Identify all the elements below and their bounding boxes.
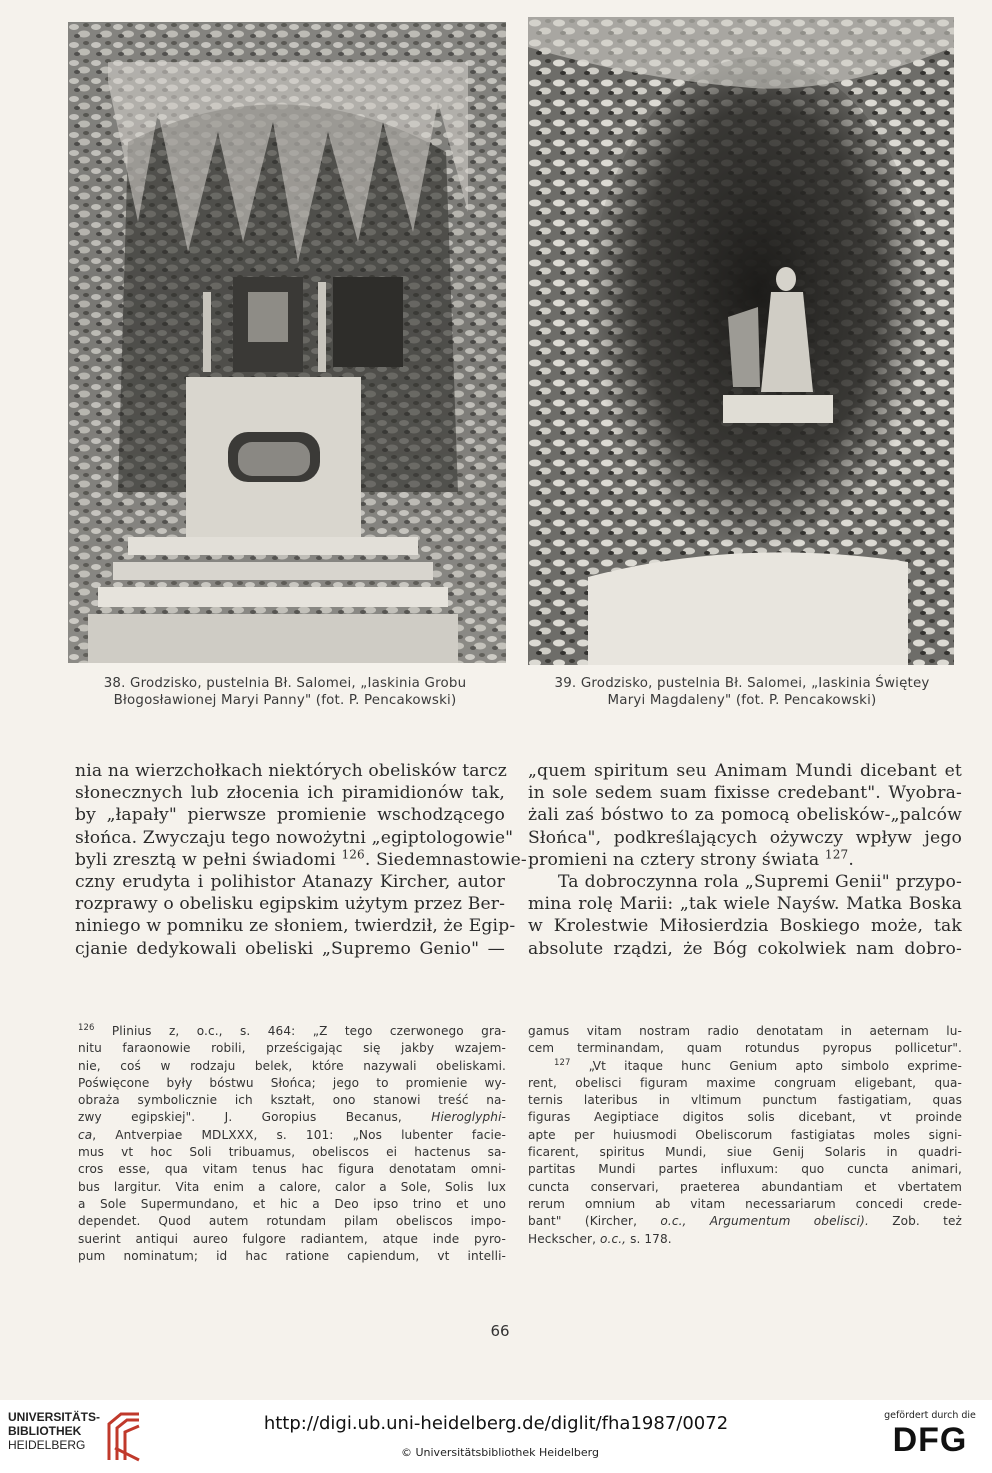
footnote-line xyxy=(528,1058,962,1075)
body-text-right xyxy=(528,760,962,960)
footnote-number: 126 xyxy=(78,1021,95,1032)
text-segment: Heckscher, xyxy=(528,1231,597,1246)
footnote-line: rerum omnium ab vitam necessariarum concedi crede- xyxy=(528,1196,962,1211)
text-line: rozprawy o obelisku egipskim użytym przez Ber- xyxy=(75,894,506,915)
footnote-line xyxy=(528,1231,962,1248)
footnote-line: obraża symbolicznie ich kształt, ono stanowi treść na- xyxy=(78,1093,506,1108)
text-segment-italic: o.c., Argumentum obelisci). xyxy=(660,1214,869,1229)
photo-grotto-grave xyxy=(68,22,506,663)
footnote-number: 127 xyxy=(554,1056,571,1067)
text-line: by „łapały" pierwsze promienie wschodzącego xyxy=(75,805,505,826)
caption-line: 39. Grodzisko, pustelnia Bł. Salomei, „Iaskinia Świętey xyxy=(554,676,930,691)
text-line: w Krolestwie Miłosierdzia Boskiego może, tak xyxy=(528,916,962,937)
footnote-line: nitu faraonowie robili, prześcigając się jakby wzajem- xyxy=(78,1041,506,1056)
footnote-line xyxy=(528,1213,962,1230)
footnote-line: a Sole Supermundano, et hic a Deo ipso trino et uno xyxy=(78,1196,506,1211)
caption-line: Maryi Magdaleny" (fot. P. Pencakowski) xyxy=(607,693,877,708)
footnote-line: Poświęcone były bóstwu Słońca; jego to promienie wy- xyxy=(78,1075,506,1090)
footnote-line: ternis lateribus in vltimum punctum fastigatiam, quas xyxy=(528,1093,962,1108)
footnote-line: bus largitur. Vita enim a calore, calor a Sole, Solis lux xyxy=(78,1179,506,1194)
text-segment: s. 178. xyxy=(630,1231,672,1246)
copyright-notice: © Universitätsbibliothek Heidelberg xyxy=(400,1446,599,1459)
footnote-ref-126: 126 xyxy=(341,847,365,862)
text-segment: zwy egipskiej". J. Goropius Becanus, xyxy=(78,1110,402,1125)
footnote-line: cros esse, qua vitam tenus hac figura denotatam omni- xyxy=(78,1162,506,1177)
dfg-logo-text: DFG xyxy=(892,1421,968,1459)
footnote-line: dependet. Quod autem rotundam pilam obeliscos impo- xyxy=(78,1214,506,1229)
text-line: cjanie dedykowali obeliski „Supremo Genio" — xyxy=(75,938,505,959)
dfg-funding-logo[interactable] xyxy=(880,1410,980,1465)
text-segment: byli zresztą w pełni świadomi xyxy=(75,849,336,870)
page-number: 66 xyxy=(490,1322,510,1340)
text-segment: , Antverpiae MDLXXX, s. 101: „Nos lubenter facie- xyxy=(92,1127,506,1142)
document-url-link[interactable]: http://digi.ub.uni-heidelberg.de/diglit/fha1987/0072 xyxy=(263,1413,729,1434)
text-segment-italic: o.c., xyxy=(600,1231,627,1246)
text-line: niniego w pomniku ze słoniem, twierdził, że Egip- xyxy=(75,916,516,937)
logo-line: BIBLIOTHEK xyxy=(8,1424,82,1438)
footnote-line: cem terminandam, quam rotundus pyropus pollicetur". xyxy=(528,1041,962,1056)
footnotes-right xyxy=(528,1023,962,1248)
logo-line: HEIDELBERG xyxy=(8,1438,86,1452)
footnote-line: apte per huiusmodi Obeliscorum fastigiatas moles signi- xyxy=(528,1127,962,1142)
footnote-line: rent, obelisci figuram maxime congruam eligebant, qua- xyxy=(528,1075,962,1090)
text-segment: . Siedemnastowie- xyxy=(364,849,527,870)
footnote-line: mus vt hoc Soli tribuamus, obeliscos ei hactenus sa- xyxy=(78,1145,506,1160)
footnote-line: cuncta conservari, praeterea abundantiam et vbertatem xyxy=(528,1179,962,1194)
footnote-line xyxy=(78,1109,506,1126)
text-segment: Plinius z, o.c., s. 464: „Z tego czerwonego gra- xyxy=(111,1024,506,1038)
text-line: Ta dobroczynna rola „Supremi Genii" przypo- xyxy=(558,872,962,893)
text-segment: bant" (Kircher, xyxy=(528,1214,638,1229)
footnote-line: figuras Aegiptiace digitos solis dicebant, vt proinde xyxy=(528,1110,962,1125)
grotto-statue-illustration xyxy=(528,17,954,665)
photo-grotto-magdalene xyxy=(528,17,954,665)
caption-line: 38. Grodzisko, pustelnia Bł. Salomei, „Iaskinia Grobu xyxy=(103,676,467,691)
grotto-altar-illustration xyxy=(68,22,506,663)
text-line: słońca. Zwyczaju tego nowożytni „egiptologowie" xyxy=(75,827,514,848)
footnotes-left xyxy=(78,1023,506,1265)
text-segment: . xyxy=(848,849,854,870)
university-library-logo[interactable] xyxy=(8,1410,158,1465)
funding-label: gefördert durch die xyxy=(884,1410,976,1421)
text-line: czny erudyta i polihistor Atanazy Kircher, autor xyxy=(75,872,505,893)
text-segment-italic: Hieroglyphi- xyxy=(431,1110,506,1125)
text-segment: Zob. też xyxy=(892,1214,962,1229)
text-line: nia na wierzchołkach niektórych obelisków tarcz xyxy=(75,761,508,781)
text-line: absolute rządzi, że Bóg cokolwiek nam dobro- xyxy=(528,938,962,959)
logo-text xyxy=(8,1410,100,1452)
figure-caption-39 xyxy=(522,675,962,709)
text-segment: „Vt itaque hunc Genium apto simbolo exprime- xyxy=(588,1058,962,1073)
footnote-ref-127: 127 xyxy=(824,847,849,862)
footnote-line: pum nominatum; id hac ratione capiendum, vt intelli- xyxy=(78,1248,506,1263)
library-logo-icon xyxy=(101,1410,143,1462)
text-line: mina rolę Marii: „tak wiele Nayśw. Matka Boska xyxy=(528,894,962,915)
text-line: Słońca", podkreślających ożywczy wpływ jego xyxy=(528,827,962,848)
footnote-line xyxy=(78,1127,506,1144)
footnote-line: suerint antiqui aureo fulgore radiantem, atque inde pyro- xyxy=(78,1231,506,1246)
caption-line: Błogosławionej Maryi Panny" (fot. P. Pencakowski) xyxy=(113,693,457,708)
body-text-left xyxy=(75,760,527,960)
text-line: in sole sedem suam fixisse credebant". Wyobra- xyxy=(528,783,962,804)
text-line xyxy=(528,849,962,871)
footnote-line xyxy=(78,1023,506,1040)
text-segment: promieni na cztery strony świata xyxy=(528,849,820,870)
logo-line: UNIVERSITÄTS- xyxy=(8,1410,101,1424)
text-line: słonecznych lub złocenia ich piramidionów tak, xyxy=(75,783,505,804)
footnote-line: gamus vitam nostram radio denotatam in aeternam lu- xyxy=(528,1024,962,1038)
text-line: „quem spiritum seu Animam Mundi dicebant et xyxy=(528,761,962,781)
footnote-line: nie, coś w rodzaju belek, które nazywali obeliskami. xyxy=(78,1058,506,1073)
text-line: żali zaś bóstwo to za pomocą obelisków-„palców xyxy=(528,805,962,826)
figure-caption-38 xyxy=(60,675,510,709)
footnote-line: partitas Mundi partes influxum: quo cuncta animari, xyxy=(528,1162,962,1177)
text-segment-italic: ca xyxy=(78,1127,93,1142)
footnote-line: ficarent, spiritus Mundi, siue Genij Solaris in quadri- xyxy=(528,1145,962,1160)
text-line xyxy=(75,847,527,871)
